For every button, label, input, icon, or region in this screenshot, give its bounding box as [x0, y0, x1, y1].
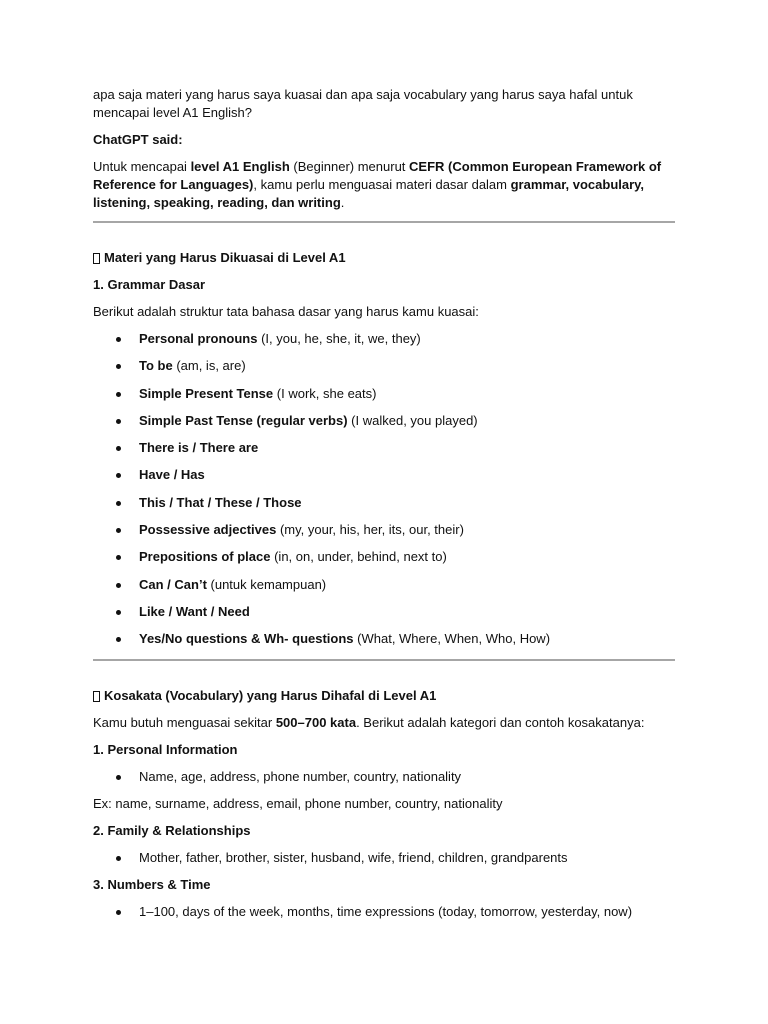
list-item: [93, 494, 675, 512]
intro-text-4: .: [340, 195, 345, 210]
vocab-intro-text-1: Kamu butuh menguasai sekitar: [93, 715, 276, 731]
item-bold: Prepositions of place: [139, 549, 271, 565]
vocab-intro-bold: 500–700 kata: [275, 715, 357, 731]
missing-emoji-icon: [93, 691, 100, 702]
item-bold: Simple Present Tense: [139, 385, 274, 401]
list-item: [93, 576, 675, 594]
grammar-title: 1. Grammar Dasar: [93, 277, 206, 292]
item-bold: Have / Has: [139, 467, 205, 483]
vocab-intro-text-2: . Berikut adalah kategori dan contoh kosakatanya:: [356, 715, 645, 731]
list-item: 1–100, days of the week, months, time expressions (today, tomorrow, yesterday, now): [93, 903, 675, 921]
item-text: (am, is, are): [172, 358, 246, 374]
personal-info-title: 1. Personal Information: [93, 742, 238, 758]
section-divider: [93, 659, 675, 661]
item-text: (What, Where, When, Who, How): [353, 631, 551, 647]
list-item: [93, 412, 675, 430]
list-item: [93, 630, 675, 648]
list-item: [93, 330, 675, 348]
vocab-heading: [93, 687, 675, 705]
intro-text-1: Untuk mencapai: [93, 159, 191, 174]
chatgpt-said-label: ChatGPT said:: [93, 132, 183, 147]
item-bold: Simple Past Tense (regular verbs): [139, 412, 348, 428]
family-list: [93, 849, 675, 867]
intro-bold-1: level A1 English: [190, 159, 290, 174]
item-bold: Can / Can’t: [139, 576, 207, 592]
list-item: [93, 521, 675, 539]
materi-heading: [93, 249, 675, 267]
list-item: [93, 466, 675, 484]
item-bold: Personal pronouns: [139, 331, 258, 346]
vocab-intro: [93, 714, 675, 732]
section-divider: [93, 221, 675, 223]
item-text: (my, your, his, her, its, our, their): [276, 522, 464, 538]
list-item: [93, 548, 675, 566]
family-title: 2. Family & Relationships: [93, 823, 251, 839]
item-bold: There is / There are: [139, 440, 259, 456]
list-item: [93, 439, 675, 457]
item-text: (I, you, he, she, it, we, they): [257, 331, 421, 346]
personal-info-example: Ex: name, surname, address, email, phone number, country, nationality: [93, 796, 503, 812]
item-bold: Possessive adjectives: [139, 522, 277, 538]
item-bold: Yes/No questions & Wh- questions: [139, 631, 354, 647]
materi-heading-text: Materi yang Harus Dikuasai di Level A1: [104, 250, 346, 265]
grammar-intro: Berikut adalah struktur tata bahasa dasar yang harus kamu kuasai:: [93, 304, 479, 319]
item-bold: To be: [139, 358, 173, 374]
intro-paragraph: [93, 158, 675, 212]
item-bold: This / That / These / Those: [139, 494, 302, 510]
list-item: Mother, father, brother, sister, husband, wife, friend, children, grandparents: [93, 849, 675, 867]
list-item: [93, 385, 675, 403]
intro-text-3: , kamu perlu menguasai materi dasar dalam: [253, 177, 511, 192]
personal-info-list: [93, 768, 675, 786]
item-text: (I work, she eats): [273, 385, 377, 401]
intro-text-2: (Beginner) menurut: [289, 159, 410, 174]
item-text: (I walked, you played): [347, 412, 478, 428]
list-item: [93, 357, 675, 375]
missing-emoji-icon: [93, 253, 100, 264]
user-question: apa saja materi yang harus saya kuasai dan apa saja vocabulary yang harus saya hafal untuk mencapai level A1 English?: [93, 87, 633, 120]
intro-bold-2: CEFR (Common European Framework of Reference for Languages): [93, 159, 662, 192]
item-text: (in, on, under, behind, next to): [270, 549, 447, 565]
numbers-time-title: 3. Numbers & Time: [93, 877, 211, 893]
list-item: Name, age, address, phone number, country, nationality: [93, 768, 675, 786]
numbers-time-list: [93, 903, 675, 921]
vocab-heading-text: Kosakata (Vocabulary) yang Harus Dihafal di Level A1: [104, 688, 437, 704]
item-bold: Like / Want / Need: [139, 603, 250, 619]
list-item: [93, 603, 675, 621]
grammar-list: [93, 330, 675, 648]
document-content: [93, 86, 675, 921]
item-text: (untuk kemampuan): [206, 576, 327, 592]
intro-bold-3: grammar, vocabulary, listening, speaking, reading, dan writing: [93, 177, 645, 210]
